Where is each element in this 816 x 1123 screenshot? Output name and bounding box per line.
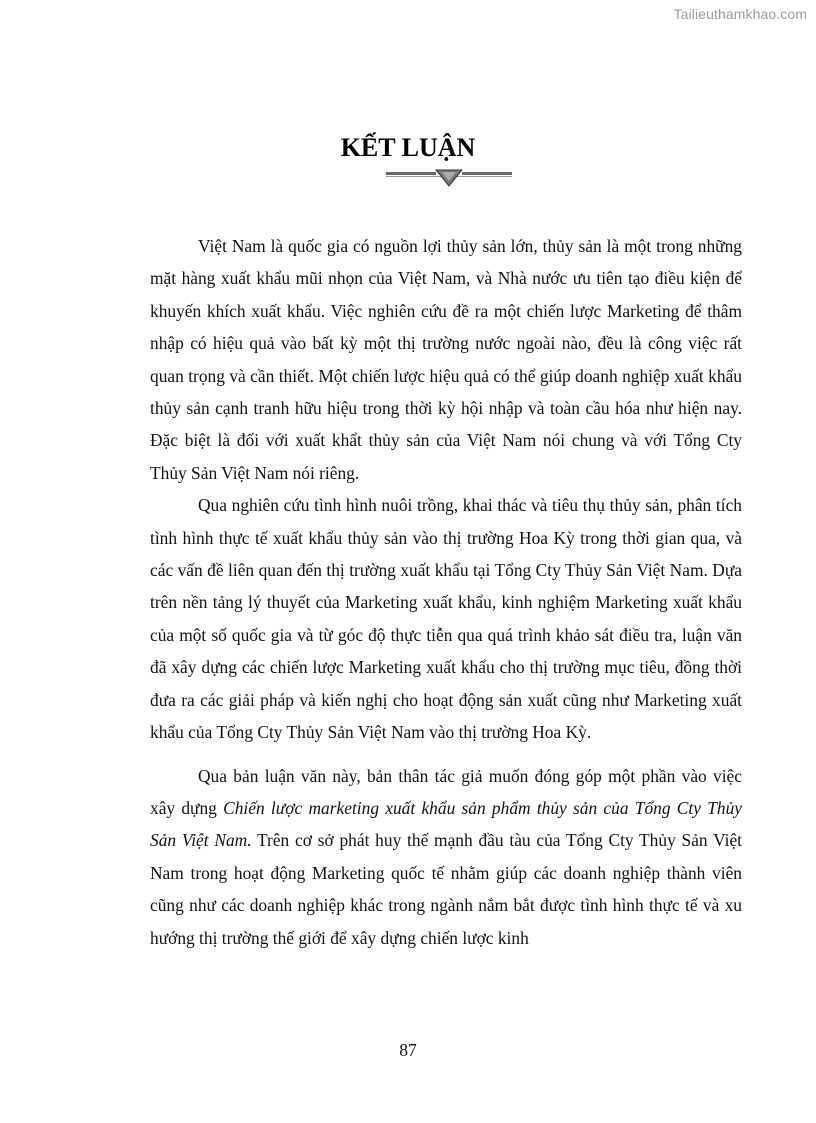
conclusion-body xyxy=(150,230,742,954)
paragraph-3-italic-title: Chiến lược marketing xuất khẩu sản phẩm thủy sản của Tổng Cty Thủy Sản Việt Nam. xyxy=(150,797,742,851)
paragraph-1: Việt Nam là quốc gia có nguồn lợi thủy sản lớn, thủy sản là một trong những mặt hàng xuất khẩu mũi nhọn của Việt Nam, và Nhà nước ưu tiên tạo điều kiện để khuyến khích xuất khẩu. Việc nghiên cứu đề ra một chiến lược Marketing để thâm nhập có hiệu quả vào bất kỳ một thị trường nước ngoài nào, đều là công việc rất quan trọng và cần thiết. Một chiến lược hiệu quả có thể giúp doanh nghiệp xuất khẩu thủy sản cạnh tranh hữu hiệu trong thời kỳ hội nhập và toàn cầu hóa như hiện nay. Đặc biệt là đối với xuất khẩt thủy sản của Việt Nam nói chung và với Tổng Cty Thủy Sản Việt Nam nói riêng. xyxy=(150,236,742,483)
paragraph-3-start: Qua bản luận văn này, bản thân tác giả muốn đóng góp một phần vào việc xây dựng xyxy=(150,765,742,818)
paragraph-2: Qua nghiên cứu tình hình nuôi trồng, khai thác và tiêu thụ thủy sản, phân tích tình hình thực tế xuất khẩu thủy sản vào thị trường Hoa Kỳ trong thời gian qua, và các vấn đề liên quan đến thị trường xuất khẩu tại Tổng Cty Thủy Sản Việt Nam. Dựa trên nền tảng lý thuyết của Marketing xuất khẩu, kinh nghiệm Marketing xuất khẩu của một số quốc gia và từ góc độ thực tiễn qua quá trình khảo sát điều tra, luận văn đã xây dựng các chiến lược Marketing xuất khẩu cho thị trường mục tiêu, đồng thời đưa ra các giải pháp và kiến nghị cho hoạt động sản xuất cũng như Marketing xuất khẩu của Tổng Cty Thủy Sản Việt Nam vào thị trường Hoa Kỳ. xyxy=(150,495,742,743)
page-number: 87 xyxy=(399,1040,417,1060)
title-divider-ornament xyxy=(386,168,512,190)
divider-bar-left xyxy=(386,172,436,175)
watermark: Tailieuthamkhao.com xyxy=(673,6,807,22)
page-title: KẾT LUẬN xyxy=(340,133,476,162)
paragraph-3 xyxy=(150,760,742,954)
paragraph-3-end: Trên cơ sở phát huy thế mạnh đầu tàu của Tổng Cty Thủy Sản Việt Nam trong hoạt động Marketing quốc tế nhằm giúp các doanh nghiệp thành viên cũng như các doanh nghiệp khác trong ngành nắm bắt được tình hình thực tế và xu hướng thị trường thế giới để xây dựng chiến lược kinh xyxy=(150,830,742,948)
divider-bar-right xyxy=(462,172,512,175)
